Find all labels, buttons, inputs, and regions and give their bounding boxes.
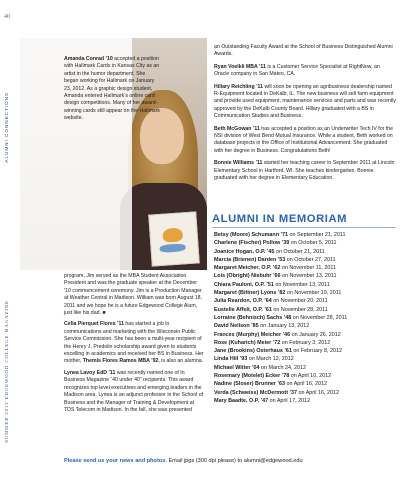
paragraph-text: started her teaching career in September 2011 at Lincoln Elementary School in Hartford, WI. She teaches kindergarten. Bonnie graduated with her degree in Elementary Education.	[214, 160, 395, 182]
memoriam-entry	[214, 339, 398, 347]
right-paragraph-3	[214, 126, 396, 156]
paragraph-text: has accepted a position as an Underwriter Tech IV for the NSI division of West Bend Mutual Insurance. While a student, Beth worked on database projects in the Office of Institutional Advancement. She graduated with her degree in Business. Congratulations Beth!	[214, 125, 393, 154]
card-bird-shape	[162, 227, 183, 242]
entry-date: on March 12, 2012	[247, 356, 294, 363]
entry-date: on September 21, 2011	[288, 232, 346, 238]
paragraph-text: was recently named one of In Business Magazine “40 under 40” recipients. This award recognizes top level executives and emerging leaders in the Madison area. Lynea is an adjunct professor in the School of Business and the Manager of Training & Development at TDS Telecom in Madison. In the fall, she was presented	[64, 369, 204, 413]
memoriam-list	[214, 231, 398, 405]
entry-name: Margaret Meicher, O.P. ’62	[214, 265, 281, 272]
paragraph-text: an Outstanding Faculty Award at the School of Business Distinguished Alumni Awards.	[214, 44, 393, 58]
section-label	[4, 92, 14, 163]
footer-highlight: Please send us your news and photos.	[64, 458, 167, 464]
entry-date: on November 13, 2011	[280, 273, 337, 280]
paragraph-name: Ryan Voelkli MBA ’11	[214, 63, 266, 70]
entry-date: on January 26, 2012	[290, 331, 341, 338]
entry-name: Charlene (Fischer) Pollow ’39	[214, 240, 290, 247]
paragraph-name: Beth McGowan ’11	[214, 125, 260, 132]
entry-name: Lois (Obright) Niebuhr ’66	[214, 273, 281, 280]
entry-date: on February 3, 2012	[280, 339, 331, 346]
footer-note	[64, 458, 398, 464]
paragraph-name: Bonnie Williams ’11	[214, 160, 263, 167]
entry-name: Eustelle Affelt, O.P. ’61	[214, 306, 272, 313]
greeting-card-illustration	[148, 211, 200, 266]
entry-date: on November 11, 2011	[280, 265, 336, 272]
paragraph-name: Celia Pierquet Flores ’11	[64, 321, 124, 328]
memoriam-entry	[214, 239, 398, 247]
memoriam-entry	[214, 281, 398, 289]
paragraph-name: Hillary Reichling ’11	[214, 83, 264, 90]
memoriam-entry	[214, 322, 398, 330]
entry-date: on October 5, 2011	[289, 240, 337, 247]
entry-name: Julia Reardon, O.P. ’64	[214, 298, 272, 305]
memoriam-entry	[214, 364, 398, 372]
entry-date: on October 21, 2011	[274, 248, 325, 255]
memoriam-entry	[214, 389, 398, 397]
paragraph-name-extra: Themis Flores Ramos MBA ’92	[82, 358, 159, 365]
entry-name: Linda Hill ’93	[214, 356, 248, 363]
paragraph-text-extra: , is also an alumna.	[158, 358, 204, 365]
entry-name: Margaret (Bittner) Lyons ’82	[214, 290, 286, 297]
entry-date: on November 13, 2011	[273, 281, 330, 288]
memoriam-entry	[214, 355, 398, 363]
entry-date: on November 19, 2011	[285, 290, 342, 297]
entry-name: Marcia (Brienen) Darden ’53	[214, 256, 286, 263]
caption-name: Amanda Conrad ’10	[64, 56, 113, 62]
memoriam-entry	[214, 380, 398, 388]
entry-date: on April 17, 2012	[268, 397, 311, 404]
footer-email-text[interactable]: Email jpgs (300 dpi please) to alumni@edgewood.edu	[166, 458, 303, 464]
magazine-label	[4, 300, 14, 450]
paragraph-text: will soon be opening an agribusiness dealership named R-Equipment located in DeKalb, IL. The new business will sell farm equipment and provide used equipment, maintenance services and parts and was recently approved by the DeKalb County Board. Hillary graduated with a BS in Communication Studies and Business.	[214, 83, 396, 120]
entry-date: on November 28, 2011	[291, 314, 348, 321]
entry-date: on April 16, 2012	[297, 389, 339, 396]
left-paragraph-1	[64, 321, 205, 365]
memoriam-heading: ALUMNI IN MEMORIAM	[212, 213, 396, 228]
entry-name: Rose (Kuharich) Meier ’72	[214, 339, 281, 346]
memoriam-entry	[214, 289, 398, 297]
left-paragraph-0	[64, 273, 205, 317]
magazine-label-text: SUMMER 2012 EDGEWOOD COLLEGE MAGAZINE	[4, 300, 9, 443]
entry-name: Rosemary (Motelet) Ecker ’78	[214, 373, 290, 380]
right-paragraph-4	[214, 160, 396, 182]
entry-date: on November 28, 2011	[271, 306, 328, 313]
memoriam-entry	[214, 397, 398, 405]
section-label-text: ALUMNI CONNECTIONS	[4, 92, 9, 163]
memoriam-entry	[214, 248, 398, 256]
memoriam-entry	[214, 347, 398, 355]
right-paragraph-0	[214, 44, 396, 59]
left-paragraph-2	[64, 370, 205, 414]
entry-date: on February 8, 2012	[291, 348, 342, 355]
memoriam-entry	[214, 306, 398, 314]
card-shape	[159, 243, 185, 253]
caption-text: accepted a position with Hallmark Cards in Kansas City as an artist in the humor department. She began working for Hallmark on January 23, 2012. As a graphic design student, Amanda entered Hallmark’s online card design competitions. Many of her award-winning cards still appear on the Hallmark website.	[64, 56, 161, 122]
entry-date: on April 16, 2012	[285, 381, 327, 388]
right-paragraph-1	[214, 64, 396, 79]
entry-name: Betsy (Moore) Schumann ’71	[214, 232, 288, 238]
right-paragraph-2	[214, 84, 396, 121]
left-column	[64, 273, 205, 418]
memoriam-entry	[214, 256, 398, 264]
entry-name: Frances (Murphy) Meicher ’46	[214, 331, 291, 338]
entry-date: on October 27, 2011	[285, 256, 336, 263]
entry-name: Jane (Brookins) Osterhaus ’61	[214, 348, 292, 355]
memoriam-entry	[214, 297, 398, 305]
entry-date: on November 20, 2011	[271, 298, 328, 305]
entry-name: Nadine (Sloser) Brunner ’63	[214, 381, 285, 388]
memoriam-entry	[214, 331, 398, 339]
paragraph-text: program, Jim served as the MBA Student Association President and was the graduate speaker at the December ’10 commencement ceremony. Jim is a Production Manager at Weather Central in Madison. William was born August 18, 2011 and we hope he is a future Edgewood College Alum, just like his dad. ■	[64, 273, 203, 317]
right-column	[214, 44, 396, 188]
entry-name: David Neilson ’85	[214, 323, 259, 330]
paragraph-text: has started a job in communications and marketing with the Wisconsin Public Service Commission. She has been a multi-year recipient of the Henry J. Predolin scholarship award given to students excelling in academics and received her BS in Business. Her mother,	[64, 321, 204, 365]
photo-caption	[64, 56, 161, 123]
paragraph-name: Lynea Lavoy EdD ’11	[64, 369, 116, 376]
entry-name: Chiara Pauloni, O.P. ’51	[214, 281, 274, 288]
paragraph-text: is a Customer Service Specialist at RightNow, an Oracle company in San Mateo, CA.	[214, 63, 380, 78]
entry-name: Mary Baadte, O.P. ’47	[214, 397, 269, 404]
entry-name: Michael Witter ’04	[214, 364, 260, 371]
entry-name: Lorraine (Behnisch) Sachs ’48	[214, 314, 292, 321]
memoriam-entry	[214, 272, 398, 280]
entry-name: Verda (Schweiss) McDermott ’37	[214, 389, 297, 396]
memoriam-entry	[214, 314, 398, 322]
memoriam-entry	[214, 372, 398, 380]
memoriam-entry	[214, 231, 398, 239]
entry-date: on January 13, 2012	[258, 323, 310, 330]
entry-date: on March 24, 2012	[259, 364, 306, 371]
page-number: 40	[4, 14, 10, 20]
entry-date: on April 10, 2012	[289, 373, 332, 380]
memoriam-entry	[214, 264, 398, 272]
entry-name: Joanice Hogan, O.P. ’45	[214, 248, 275, 255]
